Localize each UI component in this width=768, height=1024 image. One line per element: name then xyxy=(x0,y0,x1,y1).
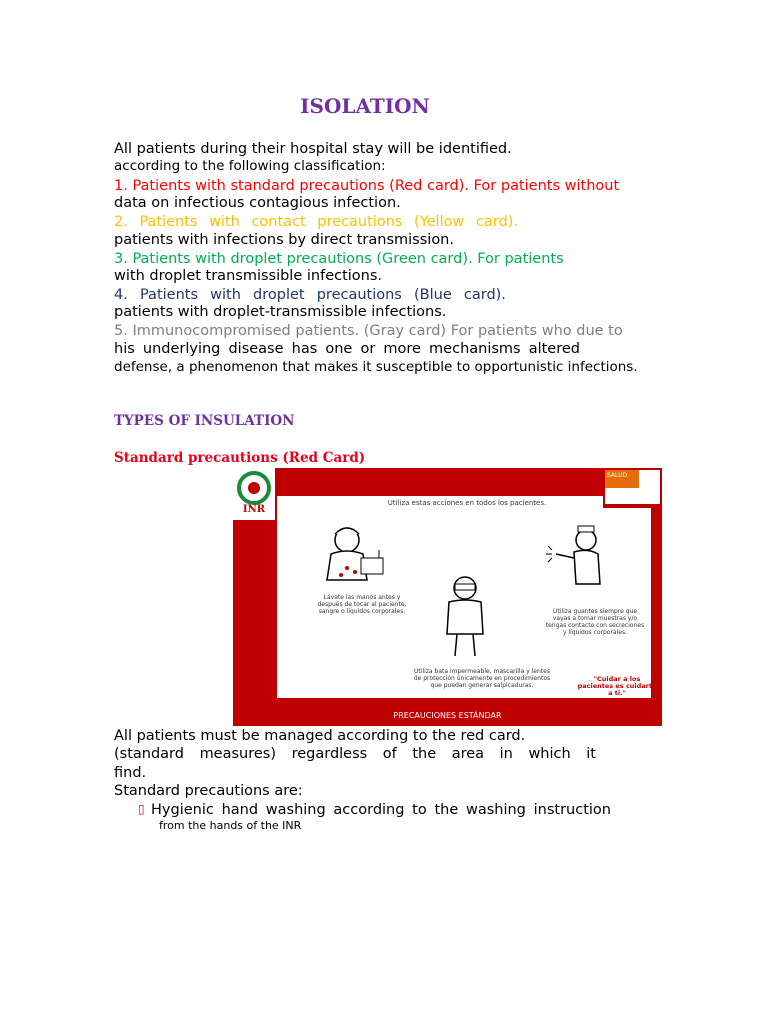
body-word: regardless xyxy=(291,746,368,762)
bullet-word: Hygienic xyxy=(151,802,214,818)
bullet-icon: ▯ xyxy=(138,802,145,816)
item-5-word: one xyxy=(325,341,353,357)
salud-label: SALUD xyxy=(605,470,639,488)
item-4-word: Patients xyxy=(139,287,199,303)
bullet-word: hand xyxy=(221,802,259,818)
subsection-heading: Standard precautions (Red Card) xyxy=(114,450,366,466)
bullet-word: instruction xyxy=(533,802,611,818)
bullet-word: washing xyxy=(465,802,526,818)
body-word: (standard xyxy=(114,746,184,762)
item-5-cont-2: defense, a phenomenon that makes it susceptible to opportunistic infections. xyxy=(114,359,638,375)
inr-logo-text: INR xyxy=(242,504,266,515)
intro-line-2: according to the following classification: xyxy=(114,158,386,174)
item-5-word: altered xyxy=(528,341,580,357)
item-5-word: mechanisms xyxy=(429,341,521,357)
item-5-word: disease xyxy=(228,341,284,357)
item-5-text: Immunocompromised patients. (Gray card) For patients who due to xyxy=(132,323,623,339)
body-word: in xyxy=(499,746,513,762)
item-2 xyxy=(114,213,518,231)
bullet-word: according xyxy=(333,802,405,818)
item-4-word: (Blue xyxy=(414,287,452,303)
item-4-word: precautions xyxy=(316,287,402,303)
hand-washing-figure-icon xyxy=(317,520,397,590)
poster-caption-bottom: Utiliza bata impermeable, mascarilla y lentes de protección únicamente en procedimientos que puedan generar salpicaduras. xyxy=(413,668,551,689)
inr-logo xyxy=(233,468,275,520)
item-4-word: card). xyxy=(463,287,506,303)
inr-emblem-icon xyxy=(233,468,275,506)
poster-panel xyxy=(277,499,657,698)
body-word: the xyxy=(412,746,437,762)
poster-slogan: "Cuidar a los pacientes es cuidarte a ti." xyxy=(577,675,657,697)
item-2-word: contact xyxy=(251,214,306,230)
item-1-text: Patients with standard precautions (Red card). For patients without xyxy=(132,178,620,194)
bullet-text xyxy=(151,801,611,819)
poster-top-text: Utiliza estas acciones en todos los pacientes. xyxy=(387,499,547,507)
body-word: area xyxy=(451,746,485,762)
item-4 xyxy=(114,286,506,304)
item-2-num: 2. xyxy=(114,214,128,230)
body-line-3: find. xyxy=(114,765,147,781)
item-3 xyxy=(114,250,564,268)
bullet-cont: from the hands of the INR xyxy=(159,819,302,832)
item-3-num: 3. xyxy=(114,251,128,267)
gloves-figure-icon xyxy=(542,518,622,598)
bullet-word: washing xyxy=(265,802,326,818)
item-5-word: has xyxy=(291,341,318,357)
item-5 xyxy=(114,322,623,340)
item-1 xyxy=(114,177,619,195)
salud-logo xyxy=(605,470,660,504)
poster-footer: PRECAUCIONES ESTÁNDAR xyxy=(393,711,502,720)
item-4-word: with xyxy=(210,287,241,303)
bullet-word: the xyxy=(434,802,459,818)
body-word: of xyxy=(382,746,397,762)
item-4-cont: patients with droplet-transmissible infections. xyxy=(114,304,447,320)
standard-precautions-poster xyxy=(233,468,662,726)
poster-caption-right: Utiliza guantes siempre que vayas a tomar muestras y/o tengas contacto con secreciones y líquidos corporales. xyxy=(545,608,645,636)
item-2-word: card). xyxy=(475,214,518,230)
body-line-2 xyxy=(114,745,596,763)
item-3-text: Patients with droplet precautions (Green card). For patients xyxy=(132,251,564,267)
bullet-item xyxy=(138,801,145,817)
body-word: which xyxy=(528,746,571,762)
body-line-1: All patients must be managed according to the red card. xyxy=(114,728,526,744)
item-5-word: or xyxy=(360,341,376,357)
item-2-cont: patients with infections by direct transmission. xyxy=(114,232,454,248)
item-3-cont: with droplet transmissible infections. xyxy=(114,268,383,284)
item-4-word: droplet xyxy=(253,287,305,303)
intro-line-1: All patients during their hospital stay will be identified. xyxy=(114,141,512,157)
item-5-word: his xyxy=(114,341,135,357)
item-5-num: 5. xyxy=(114,323,128,339)
item-4-num: 4. xyxy=(114,287,128,303)
body-line-4: Standard precautions are: xyxy=(114,783,303,799)
item-1-num: 1. xyxy=(114,178,128,194)
item-5-word: underlying xyxy=(142,341,221,357)
item-5-word: more xyxy=(383,341,421,357)
poster-caption-left: Lávate las manos antes y después de tocar al paciente, sangre o líquidos corporales. xyxy=(317,594,407,615)
page-title: ISOLATION xyxy=(300,94,430,118)
bullet-word: to xyxy=(412,802,427,818)
body-word: measures) xyxy=(199,746,277,762)
item-2-word: with xyxy=(209,214,240,230)
body-word: it xyxy=(586,746,596,762)
protective-gear-figure-icon xyxy=(435,572,495,662)
item-1-cont: data on infectious contagious infection. xyxy=(114,195,401,211)
item-2-word: Patients xyxy=(139,214,198,230)
item-2-word: precautions xyxy=(317,214,403,230)
section-heading: TYPES OF INSULATION xyxy=(114,413,295,429)
item-5-cont-1 xyxy=(114,340,580,358)
item-2-word: (Yellow xyxy=(414,214,465,230)
